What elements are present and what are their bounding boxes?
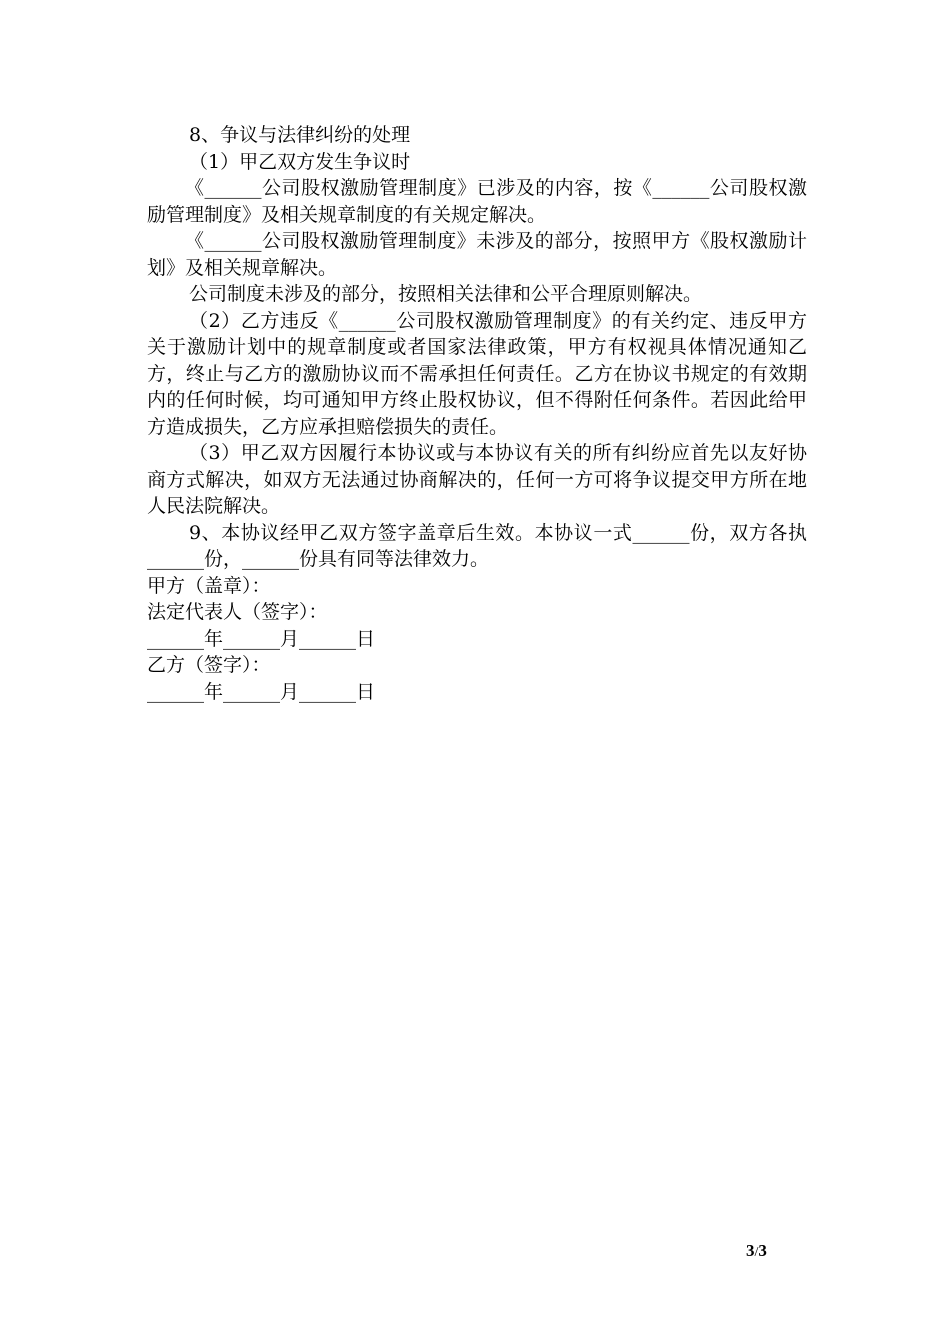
current-page-number: 3 xyxy=(746,1241,755,1260)
paragraph-covered-matters: 《______公司股权激励管理制度》已涉及的内容，按《______公司股权激励管理制度》及相关规章制度的有关规定解决。 xyxy=(147,177,807,226)
party-a-seal-line: 甲方（盖章）： xyxy=(147,574,271,597)
clause-3: （3）甲乙双方因履行本协议或与本协议有关的所有纠纷应首先以友好协商方式解决，如双方无法通过协商解决的，任何一方可将争议提交甲方所在地人民法院解决。 xyxy=(147,442,807,517)
paragraph-uncovered-matters: 《______公司股权激励管理制度》未涉及的部分，按照甲方《股权激励计划》及相关规章解决。 xyxy=(147,230,807,279)
paragraph-company-rules: 公司制度未涉及的部分，按照相关法律和公平合理原则解决。 xyxy=(189,283,703,305)
date-line-party-b: ______年______月______日 xyxy=(147,680,376,703)
party-b-signature-line: 乙方（签字）： xyxy=(147,654,271,676)
clause-1-heading: （1）甲乙双方发生争议时 xyxy=(189,150,411,173)
page-number xyxy=(746,1241,767,1261)
section-9: 9、本协议经甲乙双方签字盖章后生效。本协议一式______份，双方各执______份，______份具有同等法律效力。 xyxy=(147,521,807,570)
clause-2: （2）乙方违反《______公司股权激励管理制度》的有关约定、违反甲方关于激励计划中的规章制度或者国家法律政策，甲方有权视具体情况通知乙方，终止与乙方的激励协议而不需承担任何责任。乙方在协议书规定的有效期内的任何时候，均可通知甲方终止股权协议，但不得附任何条件。若因此给甲方造成损失，乙方应承担赔偿损失的责任。 xyxy=(147,309,807,438)
document-body xyxy=(147,122,807,705)
legal-representative-signature-line: 法定代表人（签字）： xyxy=(147,601,328,623)
date-line-party-a: ______年______月______日 xyxy=(147,627,376,650)
page-number-separator: / xyxy=(754,1245,759,1260)
section-8-heading: 8、争议与法律纠纷的处理 xyxy=(189,124,411,146)
total-pages-number: 3 xyxy=(758,1241,767,1260)
